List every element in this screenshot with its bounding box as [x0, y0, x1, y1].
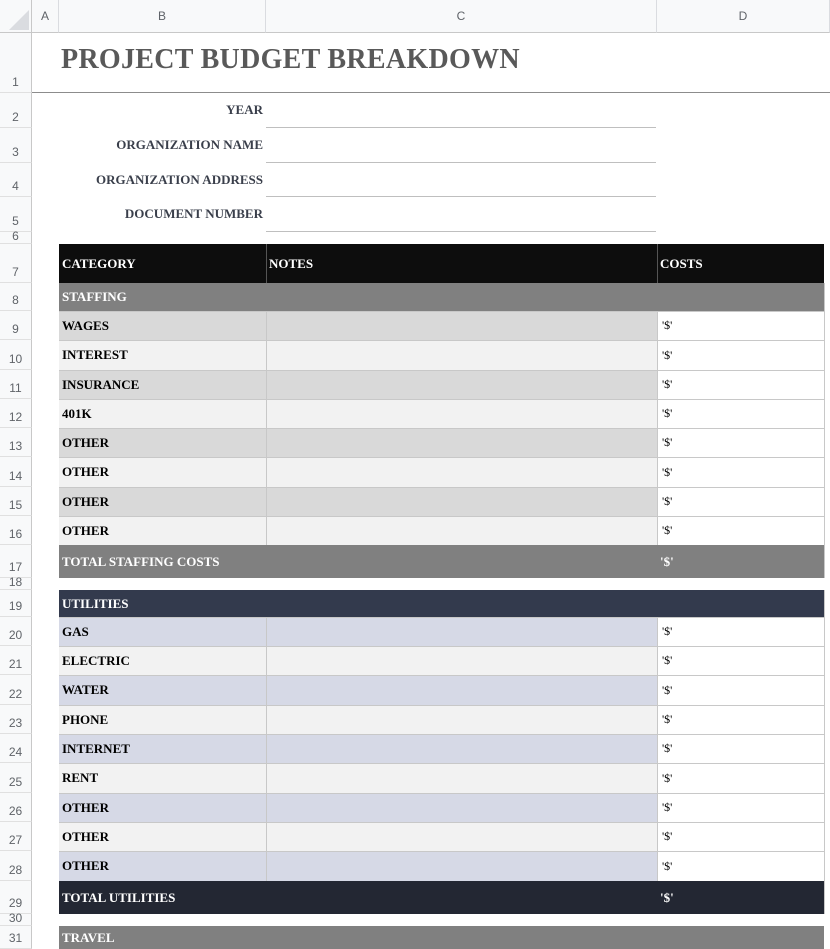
cell-border [59, 340, 824, 341]
cell-border [657, 617, 658, 646]
row-number: 5 [12, 214, 19, 228]
cell-border [59, 793, 824, 794]
staffing-total-value: '$' [660, 554, 674, 569]
notes-cell[interactable] [266, 734, 657, 763]
row-number: 19 [8, 599, 23, 613]
cell-border [266, 340, 267, 370]
cost-cell[interactable]: '$' [662, 494, 673, 508]
notes-cell[interactable] [266, 311, 657, 340]
category-cell: OTHER [62, 435, 109, 450]
notes-cell[interactable] [266, 428, 657, 457]
cell-border [266, 487, 267, 516]
row-header[interactable] [0, 793, 32, 822]
cell-border [657, 851, 658, 881]
cost-cell[interactable]: '$' [662, 859, 673, 873]
row-header[interactable] [0, 33, 32, 93]
row-number: 13 [8, 439, 23, 453]
cost-cell[interactable]: '$' [662, 624, 673, 638]
row-header[interactable] [0, 311, 32, 340]
cost-cell[interactable]: '$' [662, 435, 673, 449]
cell-border [59, 675, 824, 676]
category-cell: OTHER [62, 858, 109, 873]
row-header[interactable] [0, 675, 32, 705]
notes-cell[interactable] [266, 793, 657, 822]
notes-cell[interactable] [266, 399, 657, 428]
category-cell: WAGES [62, 318, 109, 333]
row-number: 17 [8, 560, 23, 574]
row-header[interactable] [0, 911, 32, 926]
notes-cell[interactable] [266, 487, 657, 516]
row-header[interactable] [0, 244, 32, 283]
cost-cell[interactable]: '$' [662, 406, 673, 420]
organization-name-field[interactable] [266, 128, 656, 163]
column-header[interactable]: D [657, 0, 830, 33]
row-header[interactable] [0, 457, 32, 487]
row-header[interactable] [0, 881, 32, 914]
cell-border [266, 399, 267, 428]
cell-border [266, 705, 267, 734]
column-header[interactable]: A [32, 0, 59, 33]
row-header[interactable] [0, 575, 32, 590]
cell-border [657, 822, 658, 851]
organization-name-label: ORGANIZATION NAME [116, 137, 263, 152]
cell-border [59, 851, 824, 852]
year-field[interactable] [266, 93, 656, 128]
row-number: 21 [8, 657, 23, 671]
cost-cell[interactable]: '$' [662, 771, 673, 785]
cell-border [657, 244, 658, 283]
cell-border [657, 734, 658, 763]
cell-border [657, 428, 658, 457]
row-header[interactable] [0, 926, 32, 949]
row-number: 2 [12, 110, 19, 124]
cell-border [266, 675, 267, 705]
cell-border [266, 793, 267, 822]
row-header[interactable] [0, 851, 32, 881]
cell-border [657, 516, 658, 545]
cell-border [266, 457, 267, 487]
document-number-label: DOCUMENT NUMBER [124, 206, 263, 221]
cell-border [59, 646, 824, 647]
cell-border [59, 763, 824, 764]
table-border [824, 590, 825, 914]
cell-border [657, 646, 658, 675]
row-number: 20 [8, 628, 23, 642]
row-number: 15 [8, 498, 23, 512]
notes-cell[interactable] [266, 851, 657, 881]
utilities-section-title: UTILITIES [62, 596, 129, 611]
cell-border [657, 763, 658, 793]
cost-cell[interactable]: '$' [662, 800, 673, 814]
cell-border [59, 617, 824, 618]
row-header[interactable] [0, 283, 32, 311]
cost-cell[interactable]: '$' [662, 523, 673, 537]
cell-border [266, 370, 267, 399]
row-number: 9 [12, 322, 19, 336]
row-header[interactable] [0, 617, 32, 646]
row-number: 27 [8, 833, 23, 847]
cost-cell[interactable]: '$' [662, 465, 673, 479]
cell-border [59, 734, 824, 735]
row-number: 25 [8, 775, 23, 789]
cell-border [266, 734, 267, 763]
cell-border [59, 457, 824, 458]
costs-header: COSTS [660, 256, 703, 271]
row-number: 16 [8, 527, 23, 541]
category-header: CATEGORY [62, 256, 136, 271]
row-header[interactable] [0, 370, 32, 399]
row-number: 22 [8, 687, 23, 701]
cell-border [657, 340, 658, 370]
row-number: 18 [8, 575, 23, 589]
category-cell: RENT [62, 770, 99, 785]
row-number: 30 [8, 911, 23, 925]
row-header[interactable] [0, 428, 32, 457]
row-number: 29 [8, 896, 23, 910]
cost-cell[interactable]: '$' [662, 653, 673, 667]
notes-cell[interactable] [266, 516, 657, 545]
row-header[interactable] [0, 128, 32, 163]
cost-cell[interactable]: '$' [662, 377, 673, 391]
notes-cell[interactable] [266, 646, 657, 675]
cell-border [59, 705, 824, 706]
cell-border [59, 487, 824, 488]
cell-border [657, 370, 658, 399]
organization-address-field[interactable] [266, 163, 656, 197]
row-header[interactable] [0, 197, 32, 232]
column-header[interactable]: B [59, 0, 266, 33]
cell-border [59, 370, 824, 371]
category-cell: OTHER [62, 523, 109, 538]
row-header[interactable] [0, 590, 32, 617]
category-cell: INTERNET [62, 741, 130, 756]
cell-border [657, 675, 658, 705]
notes-cell[interactable] [266, 457, 657, 487]
cost-cell[interactable]: '$' [662, 348, 673, 362]
row-header[interactable] [0, 705, 32, 734]
document-number-field[interactable] [266, 197, 656, 232]
category-cell: WATER [62, 682, 109, 697]
category-cell: OTHER [62, 494, 109, 509]
column-header[interactable]: C [266, 0, 657, 33]
row-number: 11 [9, 381, 22, 395]
category-cell: GAS [62, 624, 89, 639]
cost-cell[interactable]: '$' [662, 741, 673, 755]
row-number: 31 [8, 931, 23, 945]
row-number: 14 [8, 469, 23, 483]
row-header[interactable] [0, 93, 32, 128]
row-header[interactable] [0, 545, 32, 578]
row-number: 10 [8, 352, 23, 366]
cell-border [266, 311, 267, 340]
travel-section-title: TRAVEL [62, 930, 115, 945]
category-cell: PHONE [62, 712, 109, 727]
cost-cell[interactable]: '$' [662, 683, 673, 697]
row-number: 1 [12, 75, 19, 89]
category-cell: INTEREST [62, 347, 128, 362]
utilities-total-value: '$' [660, 890, 674, 905]
notes-cell[interactable] [266, 370, 657, 399]
row-number: 7 [12, 265, 19, 279]
utilities-total-label: TOTAL UTILITIES [62, 890, 176, 905]
staffing-section-title: STAFFING [62, 289, 127, 304]
cost-cell[interactable]: '$' [662, 712, 673, 726]
row-number: 3 [12, 145, 19, 159]
cell-border [59, 822, 824, 823]
row-header[interactable] [0, 163, 32, 197]
row-number: 12 [8, 410, 23, 424]
row-number: 8 [12, 293, 19, 307]
cell-border [266, 822, 267, 851]
notes-cell[interactable] [266, 617, 657, 646]
category-cell: 401K [62, 406, 92, 421]
row-header[interactable] [0, 734, 32, 763]
category-cell: OTHER [62, 800, 109, 815]
row-header[interactable] [0, 340, 32, 370]
category-cell: ELECTRIC [62, 653, 130, 668]
row-number: 24 [8, 745, 23, 759]
table-border [824, 283, 825, 578]
notes-header: NOTES [269, 256, 314, 271]
cell-border [266, 428, 267, 457]
cost-cell[interactable]: '$' [662, 318, 673, 332]
cell-border [266, 646, 267, 675]
cell-border [266, 763, 267, 793]
category-cell: INSURANCE [62, 377, 140, 392]
select-all-corner[interactable] [0, 0, 32, 33]
cell-border [59, 516, 824, 517]
cell-border [266, 617, 267, 646]
cell-border [266, 516, 267, 545]
row-header[interactable] [0, 822, 32, 851]
cell-border [59, 311, 824, 312]
row-number: 6 [12, 229, 19, 243]
page-title: PROJECT BUDGET BREAKDOWN [61, 44, 520, 75]
cell-border [657, 311, 658, 340]
cell-border [59, 428, 824, 429]
row-number: 26 [8, 804, 23, 818]
cell-border [657, 399, 658, 428]
row-number: 4 [12, 179, 19, 193]
organization-address-label: ORGANIZATION ADDRESS [96, 172, 263, 187]
category-cell: OTHER [62, 464, 109, 479]
cell-border [657, 793, 658, 822]
notes-cell[interactable] [266, 763, 657, 793]
notes-cell[interactable] [266, 675, 657, 705]
row-header[interactable] [0, 763, 32, 793]
year-label: YEAR [226, 102, 263, 117]
cell-border [266, 244, 267, 283]
cell-border [657, 457, 658, 487]
cell-border [266, 851, 267, 881]
notes-cell[interactable] [266, 822, 657, 851]
row-number: 23 [8, 716, 23, 730]
row-header[interactable] [0, 487, 32, 516]
row-number: 28 [8, 863, 23, 877]
notes-cell[interactable] [266, 340, 657, 370]
row-header[interactable] [0, 646, 32, 675]
cost-cell[interactable]: '$' [662, 829, 673, 843]
row-header[interactable] [0, 229, 32, 244]
category-cell: OTHER [62, 829, 109, 844]
cell-border [59, 399, 824, 400]
staffing-total-label: TOTAL STAFFING COSTS [62, 554, 220, 569]
cell-border [657, 487, 658, 516]
notes-cell[interactable] [266, 705, 657, 734]
row-header[interactable] [0, 516, 32, 545]
row-header[interactable] [0, 399, 32, 428]
cell-border [657, 705, 658, 734]
